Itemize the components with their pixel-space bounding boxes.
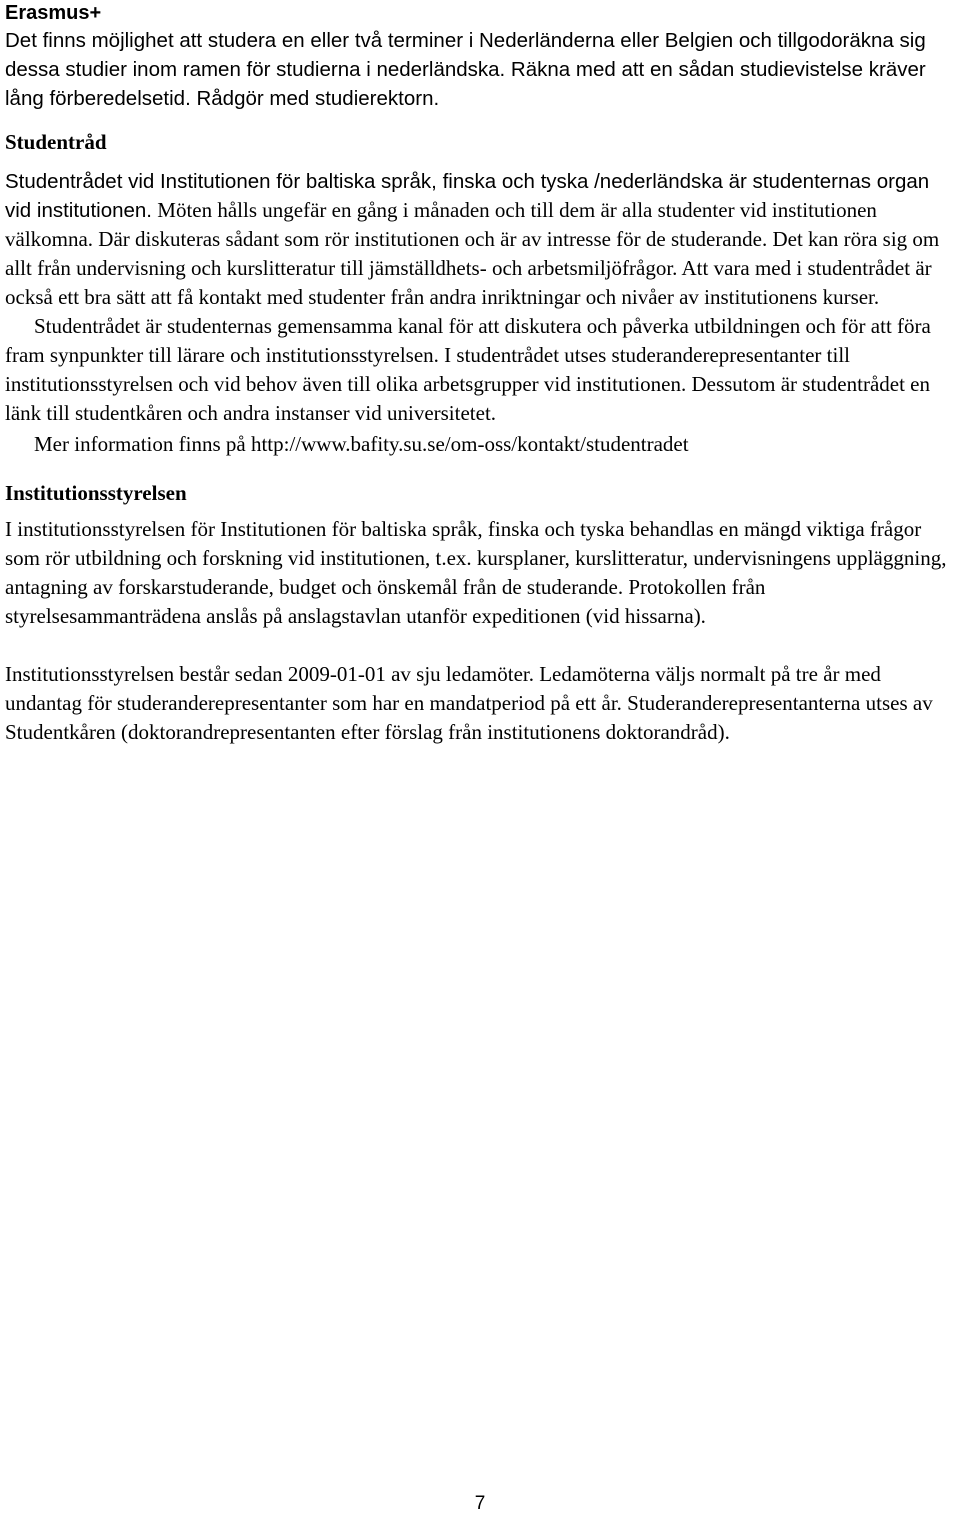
- section-title-erasmus: Erasmus+: [5, 2, 102, 24]
- more-info-prefix: Mer information finns på: [34, 432, 251, 456]
- studentrad-paragraph-1-intro: Studentrådet vid Institutionen för baltiska språk, finska och tyska /nederländska är studenternas organ vid institutionen.: [5, 170, 930, 222]
- erasmus-paragraph: Det finns möjlighet att studera en eller två terminer i Nederländerna eller Belgien och tillgodoräkna sig dessa studier inom ramen för studierna i nederländska. Räkna med att en sådan studievistelse kräver lång förberedelsetid. Rådgör med studierektorn.: [5, 29, 926, 110]
- institutionsstyrelsen-paragraph-2: Institutionsstyrelsen består sedan 2009-01-01 av sju ledamöter. Ledamöterna väljs normalt på tre år med undantag för studeranderepresentanter som har en mandatperiod på ett år. Studeranderepresentanterna utses av Studentkåren (doktorandrepresentanten efter förslag från institutionens doktorandråd).: [5, 662, 933, 744]
- section-title-institutionsstyrelsen: Institutionsstyrelsen: [5, 481, 187, 505]
- studentrad-paragraph-2: Studentrådet är studenternas gemensamma kanal för att diskutera och påverka utbildningen och för att föra fram synpunkter till lärare och institutionsstyrelsen. I studentrådet utses studeranderepresentanter till institutionsstyrelsen och vid behov även till olika arbetsgrupper vid institutionen. Dessutom är studentrådet en länk till studentkåren och andra instanser vid universitetet.: [5, 314, 931, 425]
- section-title-studentrad: Studentråd: [5, 130, 107, 154]
- studentrad-paragraph-1-body: Möten hålls ungefär en gång i månaden och till dem är alla studenter vid institutionen välkomna. Där diskuteras sådant som rör institutionen och är av intresse för de studerande. Det kan röra sig om allt från undervisning och kurslitteratur till jämställdhets- och arbetsmiljöfrågor. Att vara med i studentrådet är också ett bra sätt att få kontakt med studenter från andra inriktningar och nivåer av institutionens kurser.: [5, 198, 940, 309]
- section-studentrad: [5, 128, 957, 459]
- page-number: 7: [474, 1493, 486, 1514]
- document-page: [5, 0, 957, 747]
- studentrad-paragraph-1: [5, 167, 957, 312]
- section-erasmus: [5, 1, 957, 113]
- studentrad-more-info: [5, 430, 957, 459]
- institutionsstyrelsen-paragraph-1: I institutionsstyrelsen för Institutionen för baltiska språk, finska och tyska behandlas en mängd viktiga frågor som rör utbildning och forskning vid institutionen, t.ex. kursplaner, kurslitteratur, undervisningens uppläggning, antagning av forskarstuderande, budget och önskemål från de studerande. Protokollen från styrelsesammanträdena anslås på anslagstavlan utanför expeditionen (vid hissarna).: [5, 517, 947, 628]
- studentrad-link[interactable]: http://www.bafity.su.se/om-oss/kontakt/studentradet: [250, 432, 689, 456]
- section-institutionsstyrelsen: [5, 479, 957, 747]
